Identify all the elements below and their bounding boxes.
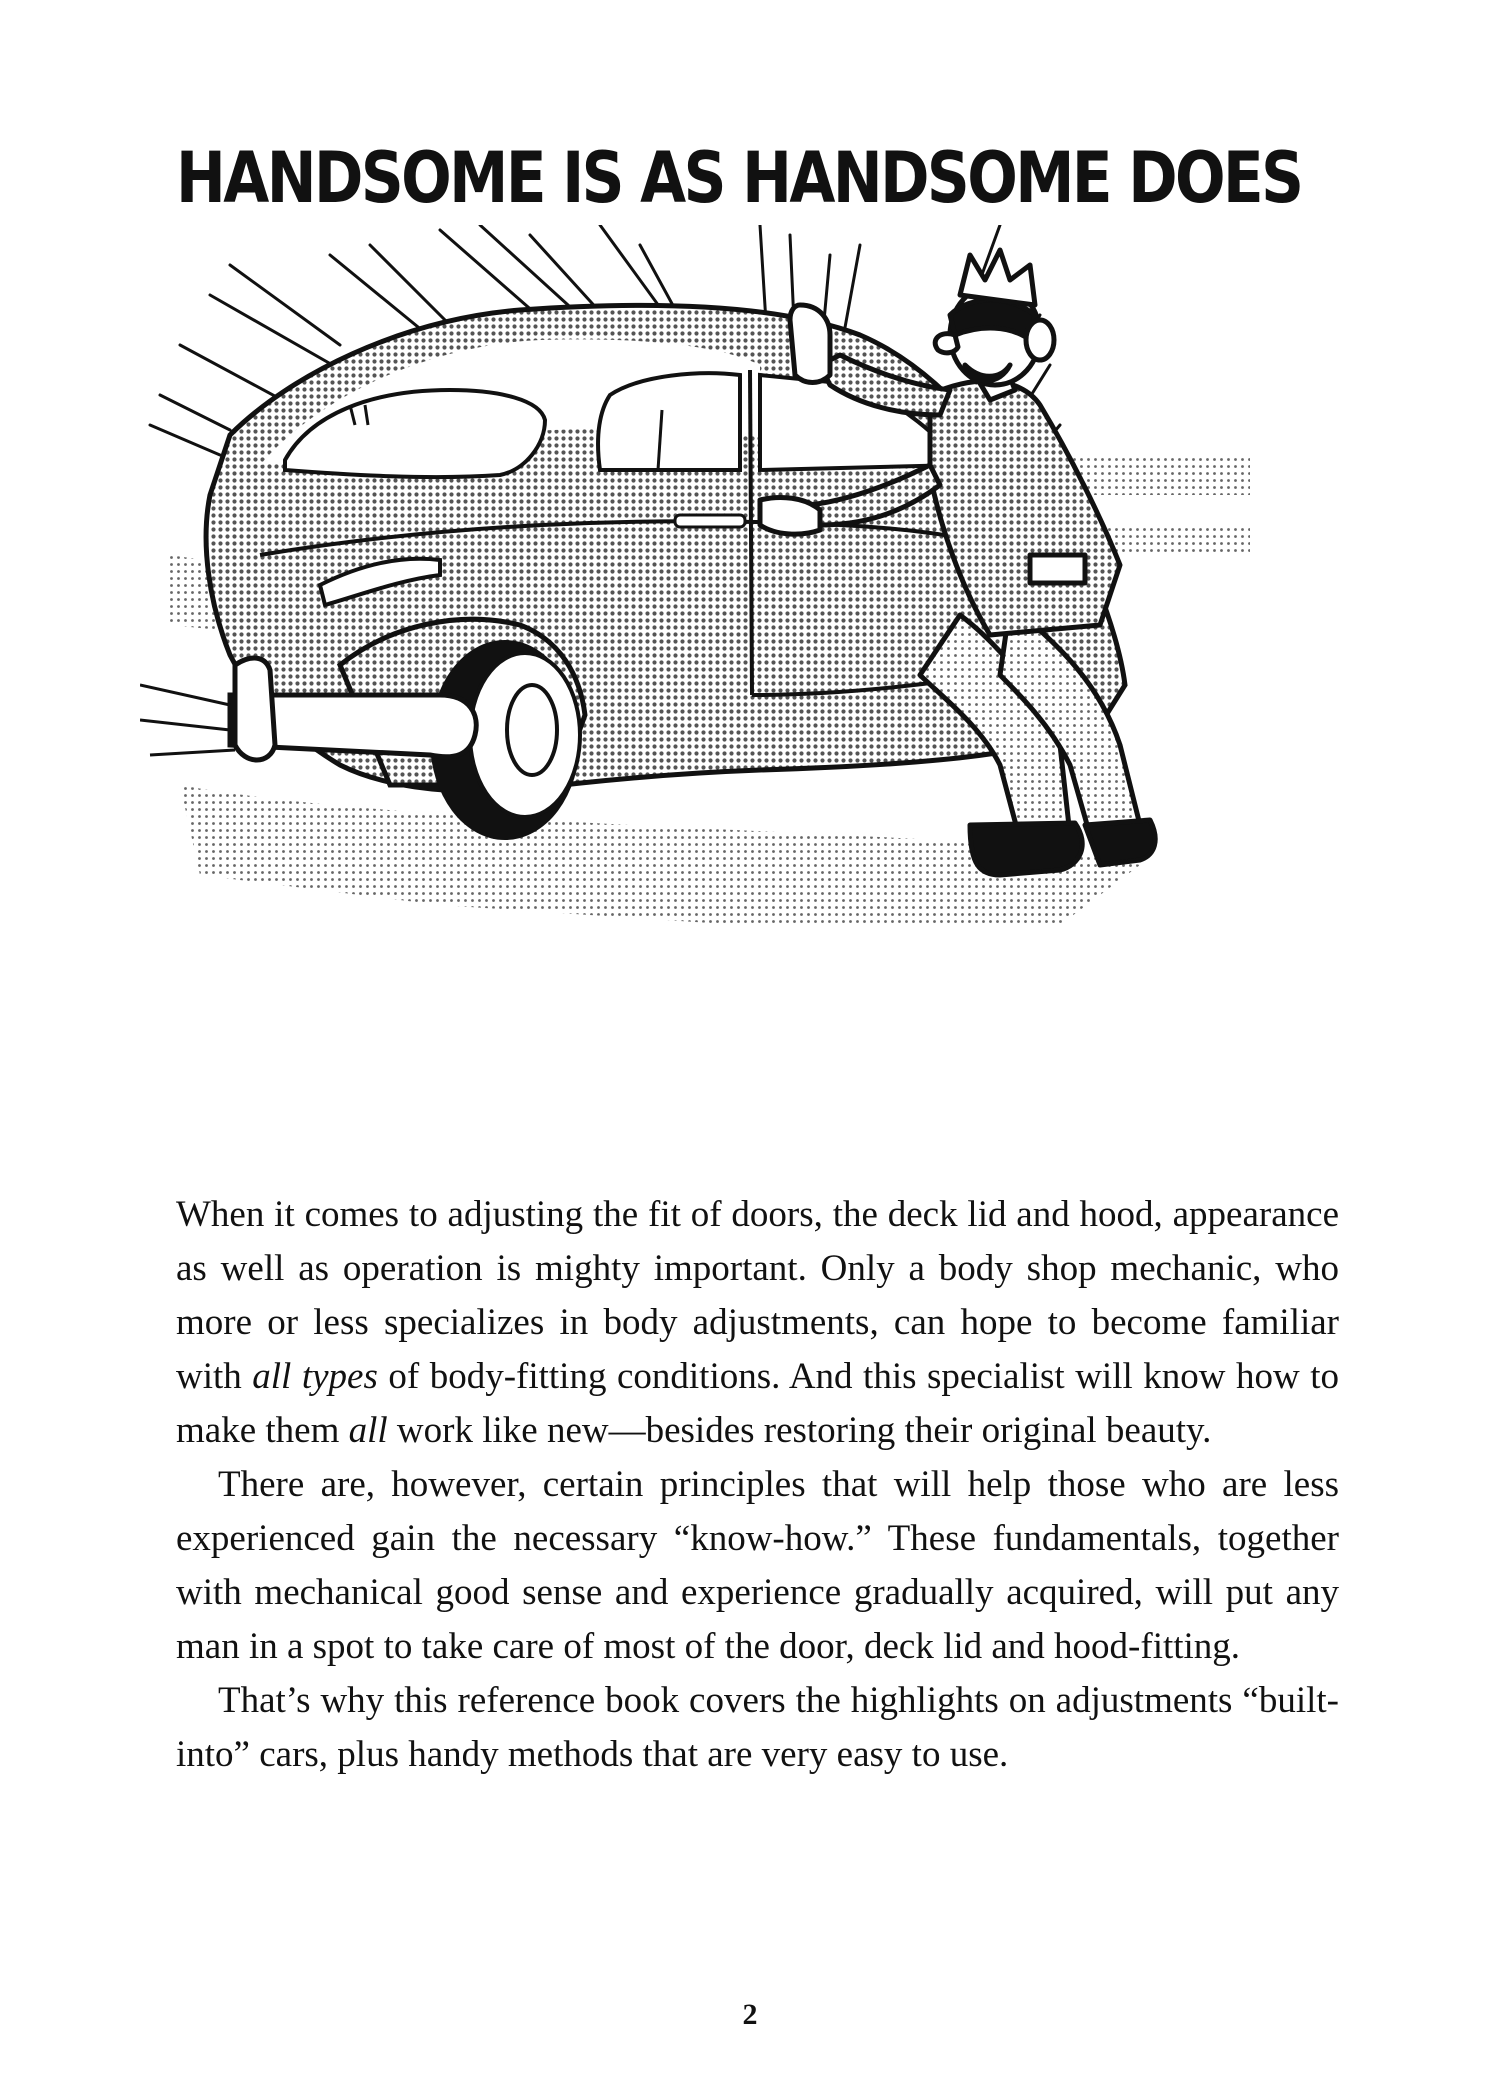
page-title: HANDSOME IS AS HANDSOME DOES [176, 137, 1302, 219]
paragraph-1 [176, 1188, 1339, 1458]
paragraph-1-emphasis-1: all types [252, 1356, 378, 1397]
car-and-mechanic-illustration [140, 225, 1380, 1175]
paragraph-1-emphasis-2: all [348, 1410, 388, 1451]
page-number: 2 [742, 1998, 758, 2031]
car-and-mechanic-icon [140, 225, 1380, 1175]
paragraph-1-part-b: of body-fitting conditions. And this specialist will know how to make them [176, 1356, 1339, 1451]
paragraph-1-part-c: work like new—besides restoring their original beauty. [387, 1410, 1212, 1451]
paragraph-3: That’s why this reference book covers the highlights on adjustments “built-into” cars, plus handy methods that are very easy to use. [176, 1680, 1339, 1775]
body-text [176, 1188, 1339, 1782]
paragraph-1-part-a: When it comes to adjusting the fit of doors, the deck lid and hood, appearance as well as operation is mighty important. Only a body shop mechanic, who more or less specializes in body adjustments, can hope to become familiar with [176, 1194, 1339, 1397]
paragraph-2: There are, however, certain principles that will help those who are less experienced gain the necessary “know-how.” These fundamentals, together with mechanical good sense and experience gradually acquired, will put any man in a spot to take care of most of the door, deck lid and hood-fitting. [176, 1464, 1339, 1667]
